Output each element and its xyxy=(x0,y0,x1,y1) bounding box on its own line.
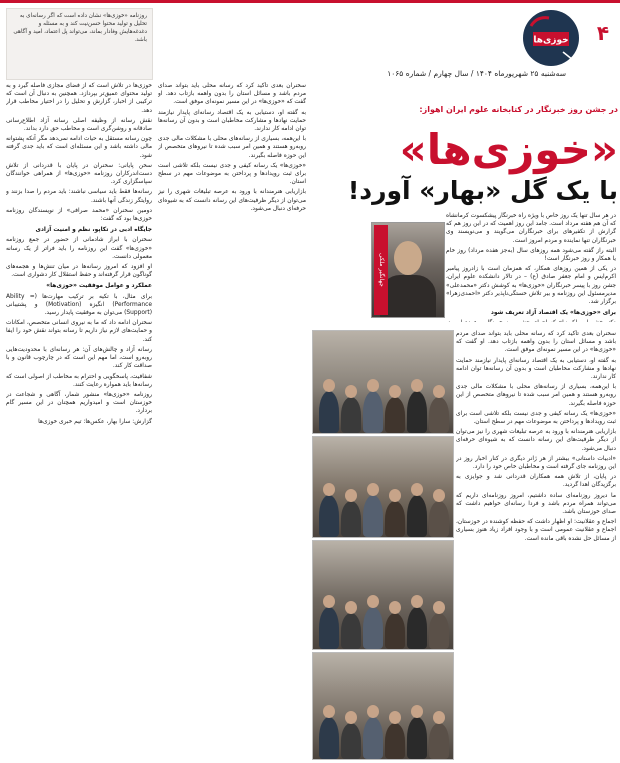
paragraph: نقش رسانه از وظیفه اصلی رسانه آزاد اطلاع‌رسانی صادقانه و روشن‌گری است و مخاطب حق دارد بداند. xyxy=(6,117,152,133)
paragraph: در یکی از همین روزهای همکار، که همزمان است با زادروز پیامبر اکرم‌ایس و امام جعفر صادق (ع) – در تالار دانشکده علوم ایران، جشن روز با پیسر خبرنگاران «خوزی‌ها» به کوشش دکتر «محمدعلی» مدیرمسئول این روزنامه و بیر تلاش خستگی‌ناپذیر دکتر «احمدی‌زهرا» برگزار شد. xyxy=(446,266,616,306)
photo-figure-head xyxy=(323,595,335,608)
paragraph: به گفته او، دستیابی به یک اقتصاد رسانه‌ای پایدار نیازمند حمایت نهادها و مشارکت مخاطبان است و بدون آن رسانه‌ها توان ادامه کار ندارند. xyxy=(456,357,616,381)
photo-figure xyxy=(407,607,427,649)
paragraph: بازاریابی هنرمندانه با ورود به عرصه تبلیغات شهری را نیز می‌توان از دیگر ظرفیت‌های این رسانه دانست که به شیوه‌ای حرفه‌ای دنبال می‌شود. xyxy=(456,429,616,452)
page-number: ۴ xyxy=(596,21,610,45)
event-photo xyxy=(312,330,454,434)
photo-figure-head xyxy=(433,601,445,614)
photo-figure-head xyxy=(323,379,335,392)
portrait-body xyxy=(380,275,436,317)
paragraph: سخنران با ابراز شادمانی از حضور در جمع روزنامه «خوزی‌ها» گفت این روزنامه را باید فراتر از یک رسانه معمولی دانست. xyxy=(6,237,152,260)
paragraph: سخنران ادامه داد که ما به نیروی انسانی متخصص، امکانات و حمایت‌های لازم نیاز داریم تا رسانه بتواند نقش خود را ایفا کند. xyxy=(6,320,152,343)
paragraph: با این‌همه، بسیاری از رسانه‌های محلی با مشکلات مالی جدی روبه‌رو هستند و همین امر سبب شده تا نیروهای متخصص از این حوزه فاصله بگیرند. xyxy=(158,136,306,159)
paragraph: در هر سال تنها یک روز خاص با ویژه راه خبرنگار پیشکسوت کرمانشاه که آن هم هفته مرداد است. جامد این روز اهمیت که در این روز هم که گرارش از تکفیرهای برای خبرنگاران می‌گویند و می‌نویسند وی خبرنگاران تنها نماینده و مردم امروز است. xyxy=(446,213,616,244)
photo-figure xyxy=(363,495,383,537)
photo-figure xyxy=(363,607,383,649)
photo-figure-head xyxy=(323,483,335,496)
headline-main: «خوزی‌ها» xyxy=(399,125,618,174)
newspaper-logo xyxy=(503,8,581,70)
paragraph: رسانه‌ها فقط باید سیاسی نباشند: باید مردم را صدا بزنند و روایتگر زندگی آنها باشند. xyxy=(6,189,152,204)
photo-figure xyxy=(363,717,383,759)
paragraph: برای «خوزی‌ها» یک اقتصاد آزاد تعریف شود xyxy=(490,310,616,317)
photo-figure xyxy=(429,723,449,759)
paragraph: شفافیت، پاسخگویی و احترام به مخاطب از اصولی است که رسانه‌ها باید همواره رعایت کنند. xyxy=(6,373,152,388)
paragraph: او افزود که امروز رسانه‌ها در میان تنش‌ها و هجمه‌های گوناگون قرار گرفته‌اند و حفظ استقلال کار دشواری است. xyxy=(6,264,152,279)
photo-figure-head xyxy=(433,489,445,502)
paragraph: ما دیروز روزنامه‌ای ساده داشتیم، امروز روزنامه‌ای داریم که می‌تواند همراه مردم باشد و فردا رسانه‌ای خواهیم داشت که صدای خوزستان باشد. xyxy=(456,492,616,516)
paragraph: جایگاه ادبی در تکاپو، نظم و امنیت آزادی xyxy=(35,227,152,234)
svg-text:خوزی‌ها: خوزی‌ها xyxy=(533,35,569,46)
column-left xyxy=(6,82,152,758)
headline-kicker: در جشن روز خبرنگار در کتابخانه علوم ایران اهواز: xyxy=(419,105,618,114)
photo-figure-head xyxy=(389,489,401,502)
paragraph: با این‌همه، بسیاری از رسانه‌های محلی با مشکلات مالی جدی روبه‌رو هستند و همین امر سبب شده تا نیروهای متخصص از این حوزه فاصله بگیرند. xyxy=(456,384,616,407)
paragraph: دومین سخنران «محمد صرافی» از نویسندگان روزنامه خوزی‌ها بود که گفت: xyxy=(6,207,152,223)
photo-figure xyxy=(385,723,405,759)
photo-figure-head xyxy=(367,705,379,718)
paragraph: سخنران بعدی تأکید کرد که رسانه محلی باید بتواند صدای مردم باشد و مسائل استان را بدون واهمه بازتاب دهد. او گفت که «خوزی‌ها» در این مسیر نمونه‌ای موفق است. xyxy=(158,83,306,106)
header-quote-box xyxy=(6,8,153,80)
page-header xyxy=(0,3,620,79)
paragraph: برای مثال، با تکیه بر ترکیب مهارت‌ها (Ability = Performance) انگیزه (Motivation) و پشتیبانی (Support) می‌توان به موفقیت پایدار رسید. xyxy=(6,293,152,317)
paragraph: البته راز گفته می‌شود همه روزهای سال (به‌جز هفده مرداد) روز خام یا همکار و روز خبرنگار است! xyxy=(446,247,616,263)
photo-figure-head xyxy=(389,711,401,724)
photo-figure-head xyxy=(389,385,401,398)
photo-figure xyxy=(385,397,405,433)
paragraph: چون رسانه مستقل به حیات ادامه نمی‌دهد مگر آنکه پشتوانه مالی داشته باشد و این مسئله‌ای است که باید جدی گرفته شود. xyxy=(6,136,152,159)
photo-figure xyxy=(341,613,361,649)
paragraph: بازاریابی هنرمندانه با ورود به عرصه تبلیغات شهری را نیز می‌توان از دیگر ظرفیت‌های این رسانه دانست که به شیوه‌ای حرفه‌ای دنبال می‌شود. xyxy=(158,189,306,212)
paragraph: روزنامه «خوزی‌ها» منشور شمار، آگاهی و شجاعت در خوزستان است و امیدواریم همچنان در این مسیر گام بردارد. xyxy=(6,391,152,415)
photo-figure-head xyxy=(323,705,335,718)
portrait-photo xyxy=(371,222,445,318)
photo-figure xyxy=(319,607,339,649)
paragraph: گزارش: سارا بهار، عکس‌ها: تیم خبری خوزی‌ها xyxy=(38,418,152,425)
photo-figure-head xyxy=(433,385,445,398)
portrait-caption: جهانگیر ملکی xyxy=(374,225,388,315)
photo-figure-head xyxy=(345,385,357,398)
photo-figure-head xyxy=(433,711,445,724)
photo-figure xyxy=(341,501,361,537)
paragraph: به گفته او، دستیابی به یک اقتصاد رسانه‌ای پایدار نیازمند حمایت نهادها و مشارکت مخاطبان است و بدون آن رسانه‌ها توان ادامه کار ندارند. xyxy=(158,109,306,133)
photo-figure xyxy=(385,613,405,649)
photo-figure-head xyxy=(411,595,423,608)
photo-figure xyxy=(407,495,427,537)
photo-figure xyxy=(319,391,339,433)
photo-figure xyxy=(341,397,361,433)
photo-figure xyxy=(407,717,427,759)
photo-figure xyxy=(429,501,449,537)
headline-sub: با یک گل «بهار» آورد! xyxy=(347,176,618,205)
paragraph: اجماع و عقلانیت: او اظهار داشت که حفظه کوشنده در خوزستان، اجماع و عقلانیت عمومی است و با وجود افراد زیاد هنوز بسیاری از مسائل حل نشده باقی مانده است. xyxy=(456,519,616,542)
photo-figure xyxy=(319,717,339,759)
portrait-face xyxy=(394,241,422,275)
paragraph: عملکرد و عوامل موفقیت «خوزی‌ها» xyxy=(46,283,152,290)
photo-figure xyxy=(363,391,383,433)
photo-figure xyxy=(407,391,427,433)
photo-figure xyxy=(429,397,449,433)
photo-figure-head xyxy=(345,601,357,614)
paragraph: سخن پایانی: سخنران در پایان با قدردانی از تلاش دست‌اندرکاران روزنامه «خوزی‌ها» از همراهی خوانندگان سپاسگزاری کرد. xyxy=(6,162,152,186)
photo-figure-head xyxy=(411,379,423,392)
issue-line: سه‌شنبه ۲۵ شهریورماه ۱۴۰۴ / سال چهارم / شماره ۱۰۶۵ xyxy=(387,69,566,78)
column-right-bottom xyxy=(456,330,616,758)
photo-figure-head xyxy=(389,601,401,614)
paragraph: سخنران بعدی تأکید کرد که رسانه محلی باید بتواند صدای مردم باشد و مسائل استان را بدون واهمه بازتاب دهد. او گفت که «خوزی‌ها» در این مسیر نمونه‌ای موفق است. xyxy=(456,331,616,354)
paragraph: «ادبیات داستانی» بیشتر از هر ژانر دیگری در کنار اخبار روز در این روزنامه جای گرفته است و مخاطبان خاص خود را دارد. xyxy=(456,455,616,471)
header-quote-text: روزنامه «خوزی‌ها» نشان داده است که اگر رسانه‌ای به تحلیل و تولید محتوا حسن‌نیت کند و به مسئله و دغدغه‌هایش وفادار بماند، می‌تواند پل اعتماد، امید و آگاهی باشد. xyxy=(13,13,147,43)
photo-figure-head xyxy=(367,595,379,608)
photo-figure-head xyxy=(411,483,423,496)
paragraph: «خوزی‌ها» یک رسانه کیفی و جدی نیست بلکه تلاشی است برای ثبت رویدادها و پرداختن به موضوعات مهم در سطح استان. xyxy=(158,162,306,186)
photo-figure xyxy=(319,495,339,537)
photo-figure-head xyxy=(345,711,357,724)
column-right-top xyxy=(446,212,616,322)
paragraph xyxy=(446,319,616,322)
photo-figure xyxy=(429,613,449,649)
paragraph: «خوزی‌ها» یک رسانه کیفی و جدی نیست بلکه تلاشی است برای ثبت رویدادها و پرداختن به موضوعات مهم در سطح استان. xyxy=(456,410,616,426)
event-photo xyxy=(312,436,454,538)
photo-figure-head xyxy=(345,489,357,502)
photo-figure xyxy=(341,723,361,759)
paragraph: رسانه آزاد و چالش‌های آن: هر رسانه‌ای با محدودیت‌هایی روبه‌رو است، اما مهم این است که در چارچوب قانون و با صداقت کار کند. xyxy=(6,346,152,370)
paragraph: خوزی‌ها در تلاش است که از فضای مجازی فاصله گیرد و به تولید محتوای عمیق‌تر بپردازد. همچنین به دنبال آن است که ترکیبی از اخبار، گزارش و تحلیل را در اختیار مخاطب قرار دهد. xyxy=(6,83,152,114)
paragraph: در پایان، از تلاش همه همکاران قدردانی شد و جوایزی به برگزیدگان اهدا گردید. xyxy=(456,474,616,489)
column-middle xyxy=(158,82,306,758)
photo-figure-head xyxy=(411,705,423,718)
photo-figure-head xyxy=(367,379,379,392)
photo-figure-head xyxy=(367,483,379,496)
event-photo xyxy=(312,540,454,650)
photo-figure xyxy=(385,501,405,537)
event-photo xyxy=(312,652,454,760)
